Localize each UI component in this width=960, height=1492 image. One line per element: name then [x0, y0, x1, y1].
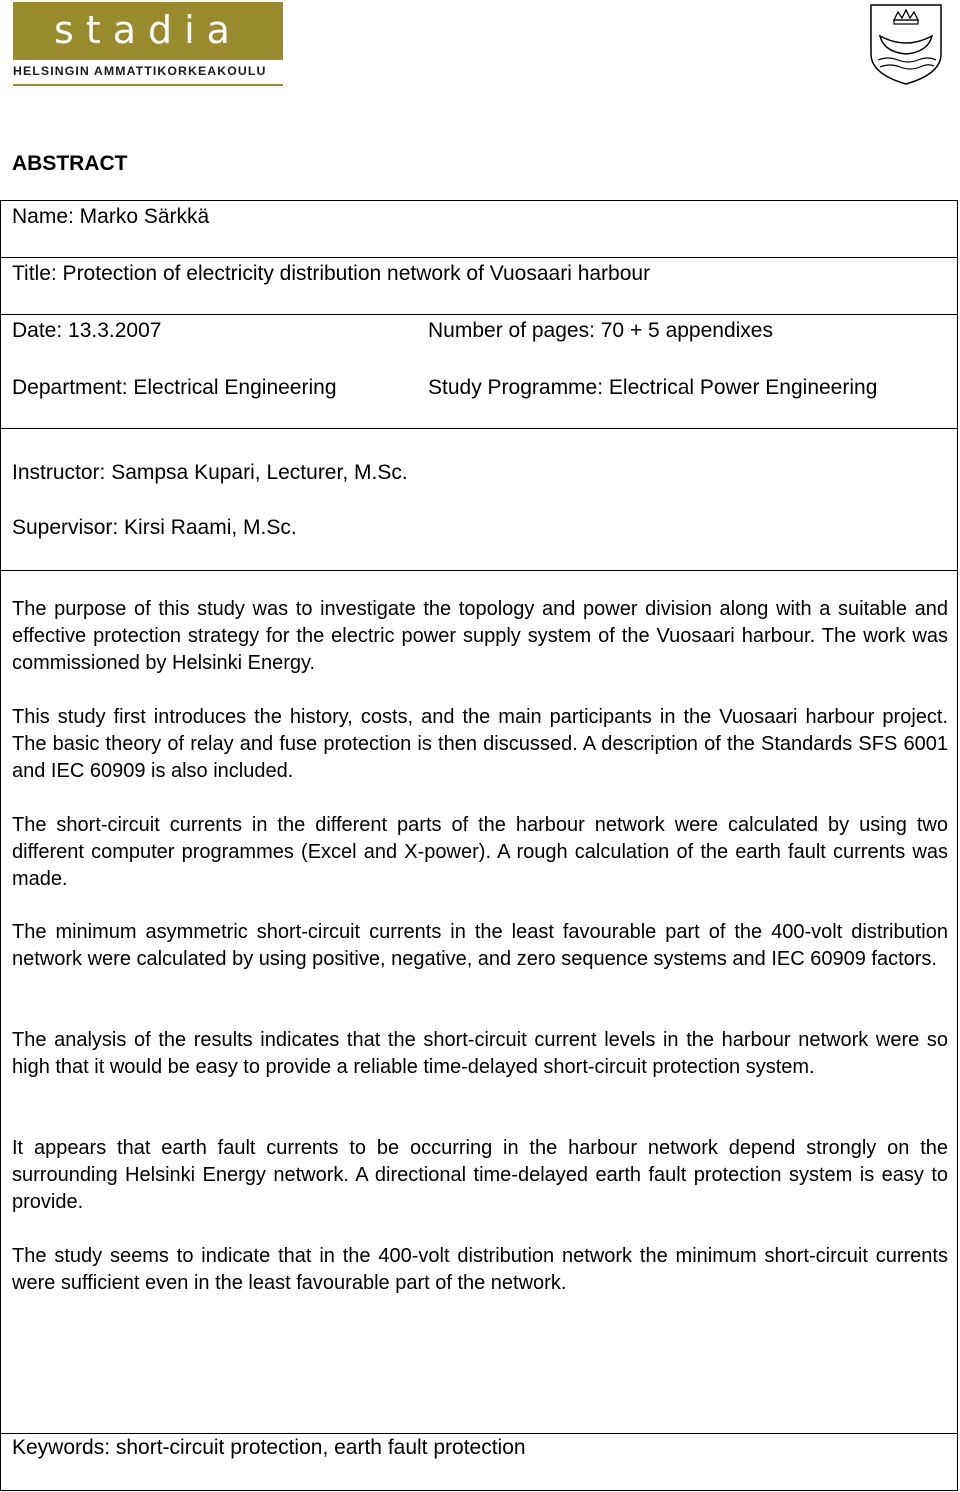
abstract-paragraph: The study seems to indicate that in the 400-volt distribution network the minimum short-circuit currents were sufficient even in the least favourable part of the network.	[12, 1245, 948, 1294]
abstract-paragraph: It appears that earth fault currents to be occurring in the harbour network depend strongly on the surrounding Helsinki Energy network. A directional time-delayed earth fault protection system is easy to provide.	[12, 1137, 948, 1213]
pages-field: Number of pages: 70 + 5 appendixes	[428, 319, 773, 342]
title-field: Title: Protection of electricity distribution network of Vuosaari harbour	[12, 262, 651, 285]
keywords-field: Keywords: short-circuit protection, earth fault protection	[12, 1436, 526, 1459]
abstract-paragraph: The purpose of this study was to investigate the topology and power division along with a suitable and effective protection strategy for the electric power supply system of the Vuosaari harbour. The work was commissioned by Helsinki Energy.	[12, 598, 948, 674]
logo-subtitle: HELSINGIN AMMATTIKORKEAKOULU	[13, 64, 267, 78]
stadia-logo	[13, 2, 283, 60]
supervisor-field: Supervisor: Kirsi Raami, M.Sc.	[12, 516, 297, 539]
logo-divider	[13, 84, 283, 86]
abstract-body	[0, 570, 958, 1434]
supervisors-row	[0, 428, 958, 571]
abstract-paragraph: The minimum asymmetric short-circuit currents in the least favourable part of the 400-volt distribution network were calculated by using positive, negative, and zero sequence systems and IEC 60909 factors.	[12, 921, 948, 970]
department-field: Department: Electrical Engineering	[12, 376, 337, 399]
abstract-heading: ABSTRACT	[12, 152, 128, 175]
name-field: Name: Marko Särkkä	[12, 205, 210, 228]
date-field: Date: 13.3.2007	[12, 319, 162, 342]
instructor-field: Instructor: Sampsa Kupari, Lecturer, M.Sc.	[12, 461, 408, 484]
helsinki-coat-of-arms-icon	[868, 2, 944, 86]
logo-wordmark: stadia	[54, 8, 242, 52]
programme-field: Study Programme: Electrical Power Engineering	[428, 376, 878, 399]
abstract-paragraph: The analysis of the results indicates that the short-circuit current levels in the harbour network were so high that it would be easy to provide a reliable time-delayed short-circuit protection system.	[12, 1029, 948, 1078]
abstract-paragraph: This study first introduces the history, costs, and the main participants in the Vuosaari harbour project. The basic theory of relay and fuse protection is then discussed. A description of the Standards SFS 6001 and IEC 60909 is also included.	[12, 706, 948, 782]
abstract-paragraph: The short-circuit currents in the different parts of the harbour network were calculated by using two different computer programmes (Excel and X-power). A rough calculation of the earth fault currents was made.	[12, 814, 948, 890]
